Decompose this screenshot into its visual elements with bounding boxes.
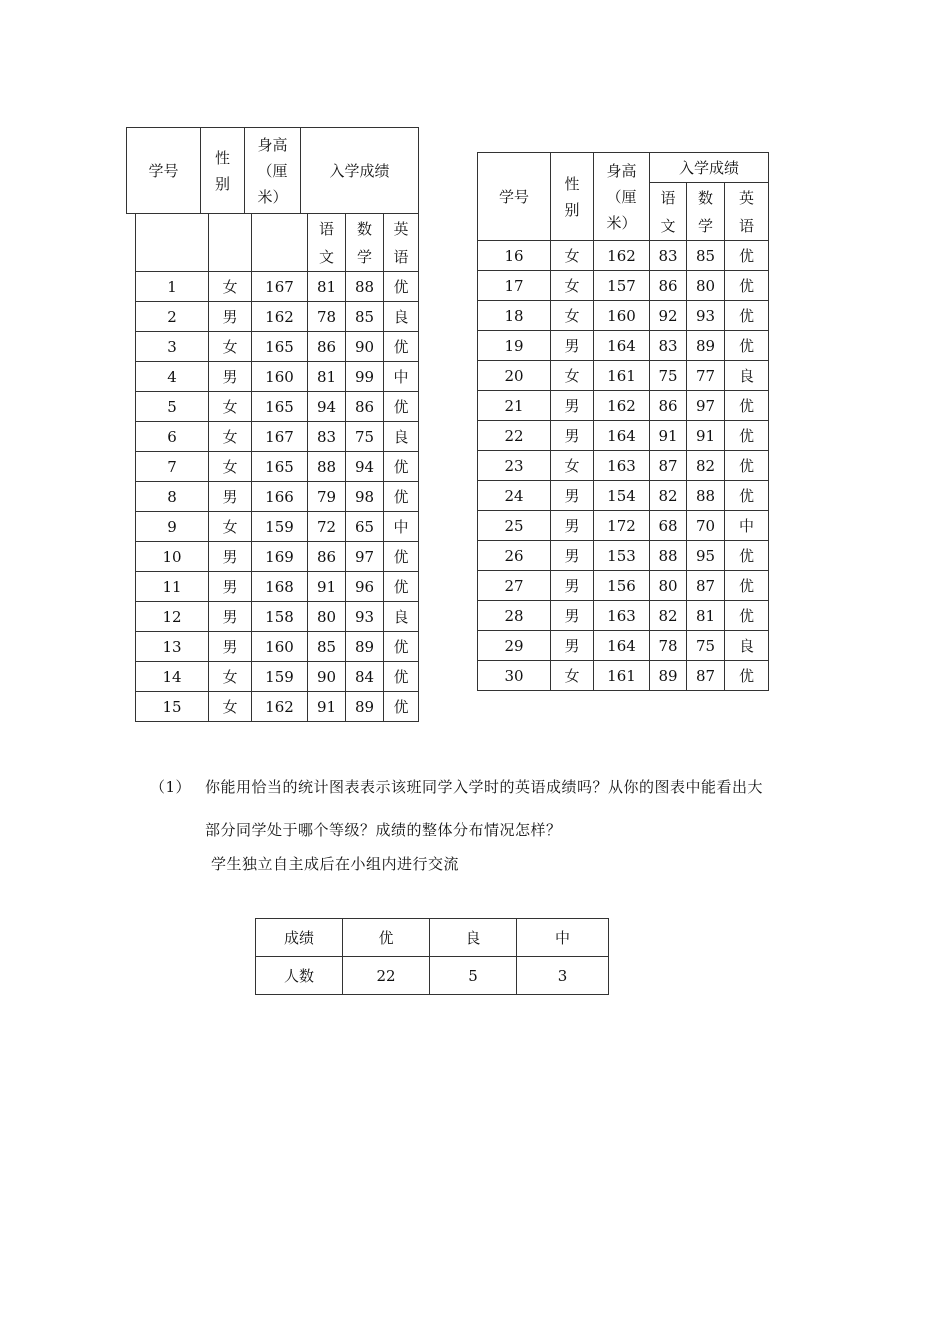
table-cell: 90 — [346, 332, 384, 362]
table-row — [136, 272, 419, 302]
summary-table — [255, 918, 609, 995]
header-math: 数 学 — [346, 214, 384, 272]
summary-cell: 22 — [343, 957, 430, 995]
table-cell: 女 — [551, 301, 594, 331]
table-cell: 男 — [209, 572, 252, 602]
table-cell: 167 — [252, 272, 308, 302]
table-cell: 男 — [551, 331, 594, 361]
table-cell: 88 — [346, 272, 384, 302]
table-cell: 优 — [384, 572, 419, 602]
table-cell: 优 — [725, 601, 769, 631]
header-scores: 入学成绩 — [301, 128, 419, 214]
table-row — [478, 451, 769, 481]
table-cell: 良 — [725, 631, 769, 661]
header-gender: 性 别 — [551, 153, 594, 241]
table-cell: 93 — [346, 602, 384, 632]
table-cell: 77 — [687, 361, 725, 391]
table-cell: 164 — [594, 631, 650, 661]
table-row — [136, 392, 419, 422]
table-cell: 153 — [594, 541, 650, 571]
table-cell: 81 — [687, 601, 725, 631]
table-cell: 良 — [384, 302, 419, 332]
table-row — [136, 482, 419, 512]
summary-cell: 成绩 — [256, 919, 343, 957]
summary-cell: 3 — [517, 957, 609, 995]
table-cell: 88 — [687, 481, 725, 511]
table-row — [136, 632, 419, 662]
table-cell: 159 — [252, 662, 308, 692]
table-row — [478, 301, 769, 331]
table-cell: 男 — [551, 541, 594, 571]
table-cell: 99 — [346, 362, 384, 392]
summary-cell: 优 — [343, 919, 430, 957]
table-cell: 172 — [594, 511, 650, 541]
table-cell: 162 — [594, 241, 650, 271]
table-cell: 156 — [594, 571, 650, 601]
table-cell: 优 — [384, 272, 419, 302]
table-cell: 良 — [725, 361, 769, 391]
table-cell: 165 — [252, 392, 308, 422]
header-chinese: 语 文 — [650, 183, 687, 241]
table-cell: 女 — [551, 271, 594, 301]
table-cell: 161 — [594, 661, 650, 691]
table-cell: 70 — [687, 511, 725, 541]
table-cell: 18 — [478, 301, 551, 331]
table-cell: 27 — [478, 571, 551, 601]
table-cell: 89 — [346, 632, 384, 662]
table-cell: 优 — [725, 481, 769, 511]
table-cell: 良 — [384, 422, 419, 452]
table-cell: 优 — [384, 332, 419, 362]
table-cell: 90 — [308, 662, 346, 692]
header-gender: 性 别 — [201, 128, 245, 214]
table-cell: 87 — [687, 571, 725, 601]
table-row — [478, 601, 769, 631]
table-cell: 80 — [687, 271, 725, 301]
table-cell: 75 — [346, 422, 384, 452]
table-cell: 19 — [478, 331, 551, 361]
table-cell: 男 — [551, 631, 594, 661]
table-cell: 88 — [308, 452, 346, 482]
table-cell: 84 — [346, 662, 384, 692]
table-cell: 3 — [136, 332, 209, 362]
table-cell: 167 — [252, 422, 308, 452]
table-cell: 72 — [308, 512, 346, 542]
table-cell: 89 — [650, 661, 687, 691]
table-cell: 中 — [384, 362, 419, 392]
table-cell: 4 — [136, 362, 209, 392]
table-row — [136, 302, 419, 332]
header-english: 英 语 — [725, 183, 769, 241]
table-cell: 男 — [209, 482, 252, 512]
table-cell: 85 — [687, 241, 725, 271]
table-cell: 22 — [478, 421, 551, 451]
table-cell: 165 — [252, 452, 308, 482]
table-cell: 160 — [252, 632, 308, 662]
table-cell: 优 — [725, 241, 769, 271]
table-cell: 86 — [650, 391, 687, 421]
table-row — [478, 631, 769, 661]
table-cell: 29 — [478, 631, 551, 661]
table-cell: 25 — [478, 511, 551, 541]
summary-cell: 中 — [517, 919, 609, 957]
table-row — [136, 572, 419, 602]
table-cell: 162 — [252, 692, 308, 722]
summary-cell: 5 — [430, 957, 517, 995]
table-cell: 91 — [308, 572, 346, 602]
table-cell: 164 — [594, 421, 650, 451]
table-cell: 83 — [650, 331, 687, 361]
table-cell: 优 — [725, 421, 769, 451]
table-cell: 157 — [594, 271, 650, 301]
table-cell: 75 — [687, 631, 725, 661]
table-row — [136, 362, 419, 392]
table-cell: 优 — [384, 632, 419, 662]
table-cell: 女 — [209, 272, 252, 302]
table-cell: 92 — [650, 301, 687, 331]
table-cell: 85 — [308, 632, 346, 662]
table-cell: 97 — [346, 542, 384, 572]
question-line-1: 你能用恰当的统计图表表示该班同学入学时的英语成绩吗？从你的图表中能看出大 — [205, 778, 764, 796]
table-cell: 优 — [725, 301, 769, 331]
left-table-header — [126, 127, 419, 214]
table-cell: 1 — [136, 272, 209, 302]
table-cell: 82 — [650, 481, 687, 511]
table-row — [478, 661, 769, 691]
table-cell: 163 — [594, 451, 650, 481]
table-cell: 96 — [346, 572, 384, 602]
table-cell: 81 — [308, 272, 346, 302]
table-cell: 15 — [136, 692, 209, 722]
table-cell: 30 — [478, 661, 551, 691]
table-cell: 男 — [209, 362, 252, 392]
table-cell: 78 — [308, 302, 346, 332]
table-cell: 优 — [725, 271, 769, 301]
table-cell: 优 — [725, 391, 769, 421]
table-cell: 12 — [136, 602, 209, 632]
table-row — [478, 481, 769, 511]
right-table — [477, 152, 769, 691]
table-cell: 男 — [551, 481, 594, 511]
table-cell: 优 — [384, 392, 419, 422]
table-cell: 80 — [650, 571, 687, 601]
table-cell: 94 — [308, 392, 346, 422]
subheader-row — [136, 214, 419, 272]
summary-count-row — [256, 957, 609, 995]
table-cell: 80 — [308, 602, 346, 632]
table-cell: 女 — [209, 392, 252, 422]
table-cell: 优 — [725, 451, 769, 481]
question-line-2: 部分同学处于哪个等级？成绩的整体分布情况怎样？ — [205, 821, 562, 839]
table-cell: 81 — [308, 362, 346, 392]
table-cell: 女 — [209, 662, 252, 692]
table-cell: 78 — [650, 631, 687, 661]
table-cell: 164 — [594, 331, 650, 361]
table-row — [478, 541, 769, 571]
table-cell: 91 — [308, 692, 346, 722]
table-cell: 女 — [209, 692, 252, 722]
table-row — [136, 452, 419, 482]
header-height: 身高 （厘 米） — [245, 128, 301, 214]
table-row — [136, 692, 419, 722]
table-row — [136, 512, 419, 542]
table-cell: 85 — [346, 302, 384, 332]
table-cell: 89 — [346, 692, 384, 722]
table-cell: 16 — [478, 241, 551, 271]
table-cell: 男 — [209, 632, 252, 662]
table-row — [136, 332, 419, 362]
table-cell: 86 — [308, 542, 346, 572]
header-id: 学号 — [478, 153, 551, 241]
table-row — [136, 542, 419, 572]
table-cell: 女 — [551, 451, 594, 481]
table-cell: 87 — [687, 661, 725, 691]
table-cell: 女 — [551, 361, 594, 391]
table-cell: 优 — [384, 542, 419, 572]
table-cell: 女 — [209, 332, 252, 362]
table-row — [478, 391, 769, 421]
summary-header-row — [256, 919, 609, 957]
table-cell: 79 — [308, 482, 346, 512]
table-cell: 168 — [252, 572, 308, 602]
table-cell: 86 — [346, 392, 384, 422]
table-cell: 158 — [252, 602, 308, 632]
table-cell: 优 — [725, 331, 769, 361]
table-cell: 女 — [551, 241, 594, 271]
table-cell: 75 — [650, 361, 687, 391]
table-cell: 男 — [551, 421, 594, 451]
table-cell: 21 — [478, 391, 551, 421]
table-cell: 97 — [687, 391, 725, 421]
table-cell: 28 — [478, 601, 551, 631]
table-cell: 83 — [308, 422, 346, 452]
header-scores: 入学成绩 — [650, 153, 769, 183]
table-cell: 98 — [346, 482, 384, 512]
table-cell: 13 — [136, 632, 209, 662]
table-cell: 17 — [478, 271, 551, 301]
table-row — [478, 271, 769, 301]
table-cell: 162 — [594, 391, 650, 421]
table-cell: 中 — [384, 512, 419, 542]
table-row — [478, 241, 769, 271]
table-row — [478, 361, 769, 391]
table-row — [478, 511, 769, 541]
table-cell: 男 — [209, 542, 252, 572]
table-cell: 162 — [252, 302, 308, 332]
table-cell: 优 — [725, 571, 769, 601]
table-row — [136, 602, 419, 632]
table-cell: 优 — [384, 452, 419, 482]
table-cell: 93 — [687, 301, 725, 331]
table-cell: 男 — [551, 571, 594, 601]
table-cell: 159 — [252, 512, 308, 542]
table-cell: 良 — [384, 602, 419, 632]
table-cell: 94 — [346, 452, 384, 482]
table-cell: 女 — [551, 661, 594, 691]
table-cell: 83 — [650, 241, 687, 271]
summary-cell: 人数 — [256, 957, 343, 995]
table-cell: 165 — [252, 332, 308, 362]
table-cell: 65 — [346, 512, 384, 542]
table-cell: 5 — [136, 392, 209, 422]
table-cell: 男 — [551, 511, 594, 541]
table-cell: 161 — [594, 361, 650, 391]
left-table-body — [135, 213, 419, 722]
header-chinese: 语 文 — [308, 214, 346, 272]
table-cell: 11 — [136, 572, 209, 602]
summary-cell: 良 — [430, 919, 517, 957]
table-cell: 89 — [687, 331, 725, 361]
question-number: （1） — [150, 778, 192, 796]
table-cell: 86 — [650, 271, 687, 301]
table-row — [478, 571, 769, 601]
table-cell: 169 — [252, 542, 308, 572]
table-cell: 68 — [650, 511, 687, 541]
table-cell: 女 — [209, 422, 252, 452]
table-cell: 14 — [136, 662, 209, 692]
header-english: 英 语 — [384, 214, 419, 272]
table-cell: 男 — [551, 391, 594, 421]
table-row — [478, 331, 769, 361]
table-cell: 9 — [136, 512, 209, 542]
header-math: 数 学 — [687, 183, 725, 241]
table-cell: 154 — [594, 481, 650, 511]
question-line-3: 学生独立自主成后在小组内进行交流 — [211, 855, 460, 873]
table-cell: 男 — [209, 602, 252, 632]
table-cell: 2 — [136, 302, 209, 332]
table-cell: 中 — [725, 511, 769, 541]
table-row — [136, 422, 419, 452]
table-cell: 男 — [209, 302, 252, 332]
table-cell: 23 — [478, 451, 551, 481]
table-cell: 优 — [384, 692, 419, 722]
table-cell: 20 — [478, 361, 551, 391]
table-cell: 91 — [650, 421, 687, 451]
table-cell: 86 — [308, 332, 346, 362]
table-cell: 91 — [687, 421, 725, 451]
table-row — [478, 421, 769, 451]
table-cell: 24 — [478, 481, 551, 511]
table-cell: 160 — [594, 301, 650, 331]
table-cell: 优 — [384, 482, 419, 512]
table-cell: 男 — [551, 601, 594, 631]
table-cell: 26 — [478, 541, 551, 571]
table-cell: 88 — [650, 541, 687, 571]
table-cell: 160 — [252, 362, 308, 392]
table-cell: 82 — [650, 601, 687, 631]
table-cell: 7 — [136, 452, 209, 482]
table-cell: 95 — [687, 541, 725, 571]
table-cell: 优 — [725, 541, 769, 571]
header-id: 学号 — [127, 128, 201, 214]
header-height: 身高 （厘 米） — [594, 153, 650, 241]
table-cell: 82 — [687, 451, 725, 481]
table-cell: 87 — [650, 451, 687, 481]
table-cell: 女 — [209, 452, 252, 482]
table-cell: 8 — [136, 482, 209, 512]
table-cell: 10 — [136, 542, 209, 572]
table-cell: 163 — [594, 601, 650, 631]
table-cell: 女 — [209, 512, 252, 542]
table-row — [136, 662, 419, 692]
table-cell: 166 — [252, 482, 308, 512]
table-cell: 优 — [384, 662, 419, 692]
table-cell: 6 — [136, 422, 209, 452]
table-cell: 优 — [725, 661, 769, 691]
